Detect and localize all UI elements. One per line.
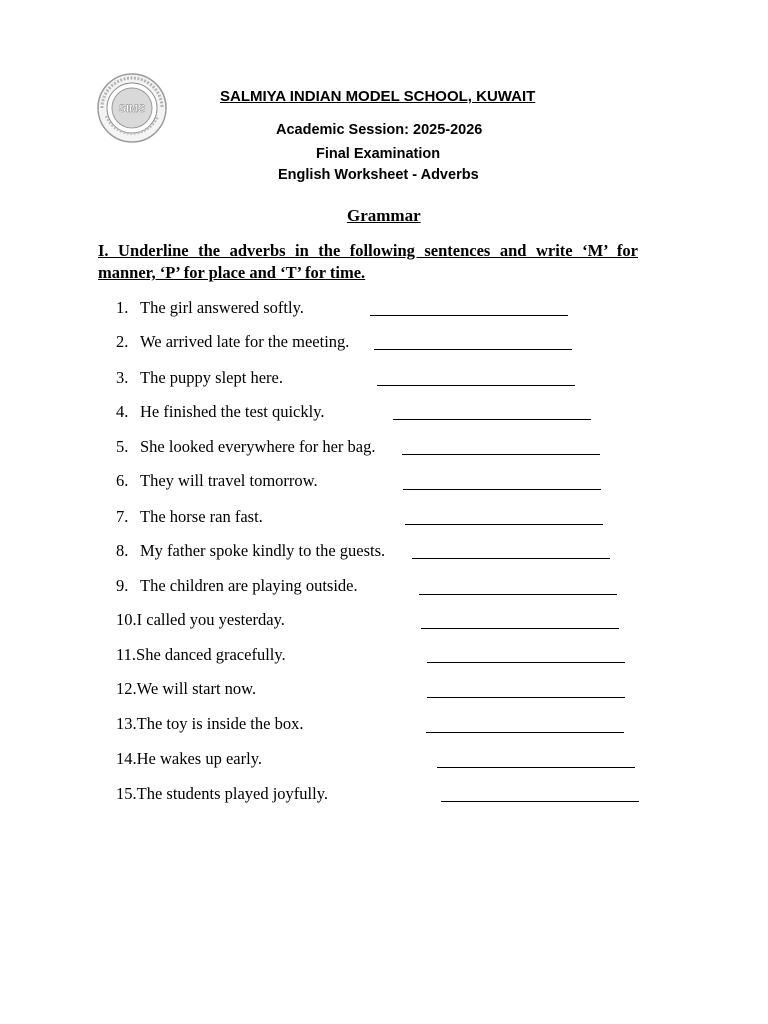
question-number: 14. — [116, 749, 137, 768]
question-text: I called you yesterday. — [136, 610, 285, 629]
answer-blank[interactable] — [402, 454, 600, 455]
answer-blank[interactable] — [403, 489, 601, 490]
question-text: The puppy slept here. — [140, 368, 283, 387]
worksheet-title: English Worksheet - Adverbs — [278, 167, 479, 183]
question-item — [116, 506, 263, 528]
question-text: The girl answered softly. — [140, 298, 304, 317]
answer-blank[interactable] — [441, 801, 639, 802]
question-text: My father spoke kindly to the guests. — [140, 541, 386, 560]
answer-blank[interactable] — [419, 594, 617, 595]
question-number: 4. — [116, 402, 129, 421]
question-text: We arrived late for the meeting. — [140, 332, 350, 351]
question-text: The students played joyfully. — [136, 784, 329, 803]
question-item — [116, 297, 304, 319]
answer-blank[interactable] — [393, 419, 591, 420]
question-number: 7. — [116, 507, 129, 526]
svg-text:SIMS: SIMS — [118, 103, 146, 115]
answer-blank[interactable] — [412, 558, 610, 559]
answer-blank[interactable] — [437, 767, 635, 768]
question-item — [116, 331, 349, 353]
answer-blank[interactable] — [427, 697, 625, 698]
answer-blank[interactable] — [377, 385, 575, 386]
question-number: 1. — [116, 298, 129, 317]
question-number: 11. — [116, 645, 137, 664]
school-name: SALMIYA INDIAN MODEL SCHOOL, KUWAIT — [220, 88, 536, 105]
question-number: 12. — [116, 679, 137, 698]
question-number: 2. — [116, 332, 129, 351]
question-number: 13. — [116, 714, 137, 733]
question-number: 3. — [116, 368, 129, 387]
answer-blank[interactable] — [405, 524, 603, 525]
question-item — [116, 609, 285, 631]
question-number: 8. — [116, 541, 129, 560]
academic-session: Academic Session: 2025-2026 — [276, 122, 483, 138]
instruction-text: I. Underline the adverbs in the following sentences and write ‘M’ for manner, ‘P’ for place and ‘T’ for time. — [98, 241, 638, 282]
question-text: The toy is inside the box. — [136, 714, 304, 733]
question-number: 6. — [116, 471, 129, 490]
question-text: She looked everywhere for her bag. — [140, 437, 376, 456]
question-item — [116, 644, 286, 666]
question-text: He wakes up early. — [136, 749, 263, 768]
question-text: They will travel tomorrow. — [140, 471, 318, 490]
question-item — [116, 575, 358, 597]
question-text: The children are playing outside. — [140, 576, 358, 595]
question-item — [116, 748, 262, 770]
answer-blank[interactable] — [426, 732, 624, 733]
exam-title: Final Examination — [316, 146, 441, 162]
question-number: 9. — [116, 576, 129, 595]
question-item — [116, 401, 325, 423]
question-number: 15. — [116, 784, 137, 803]
question-item — [116, 540, 385, 562]
question-item — [116, 713, 303, 735]
answer-blank[interactable] — [427, 662, 625, 663]
question-item — [116, 470, 318, 492]
question-text: The horse ran fast. — [140, 507, 263, 526]
question-text: He finished the test quickly. — [140, 402, 325, 421]
question-item — [116, 367, 283, 389]
answer-blank[interactable] — [421, 628, 619, 629]
question-number: 10. — [116, 610, 137, 629]
question-text: She danced gracefully. — [136, 645, 286, 664]
question-number: 5. — [116, 437, 129, 456]
question-item — [116, 436, 376, 458]
answer-blank[interactable] — [370, 315, 568, 316]
answer-blank[interactable] — [374, 349, 572, 350]
question-item — [116, 678, 256, 700]
section-title: Grammar — [347, 206, 421, 225]
question-text: We will start now. — [136, 679, 257, 698]
question-item — [116, 783, 328, 805]
